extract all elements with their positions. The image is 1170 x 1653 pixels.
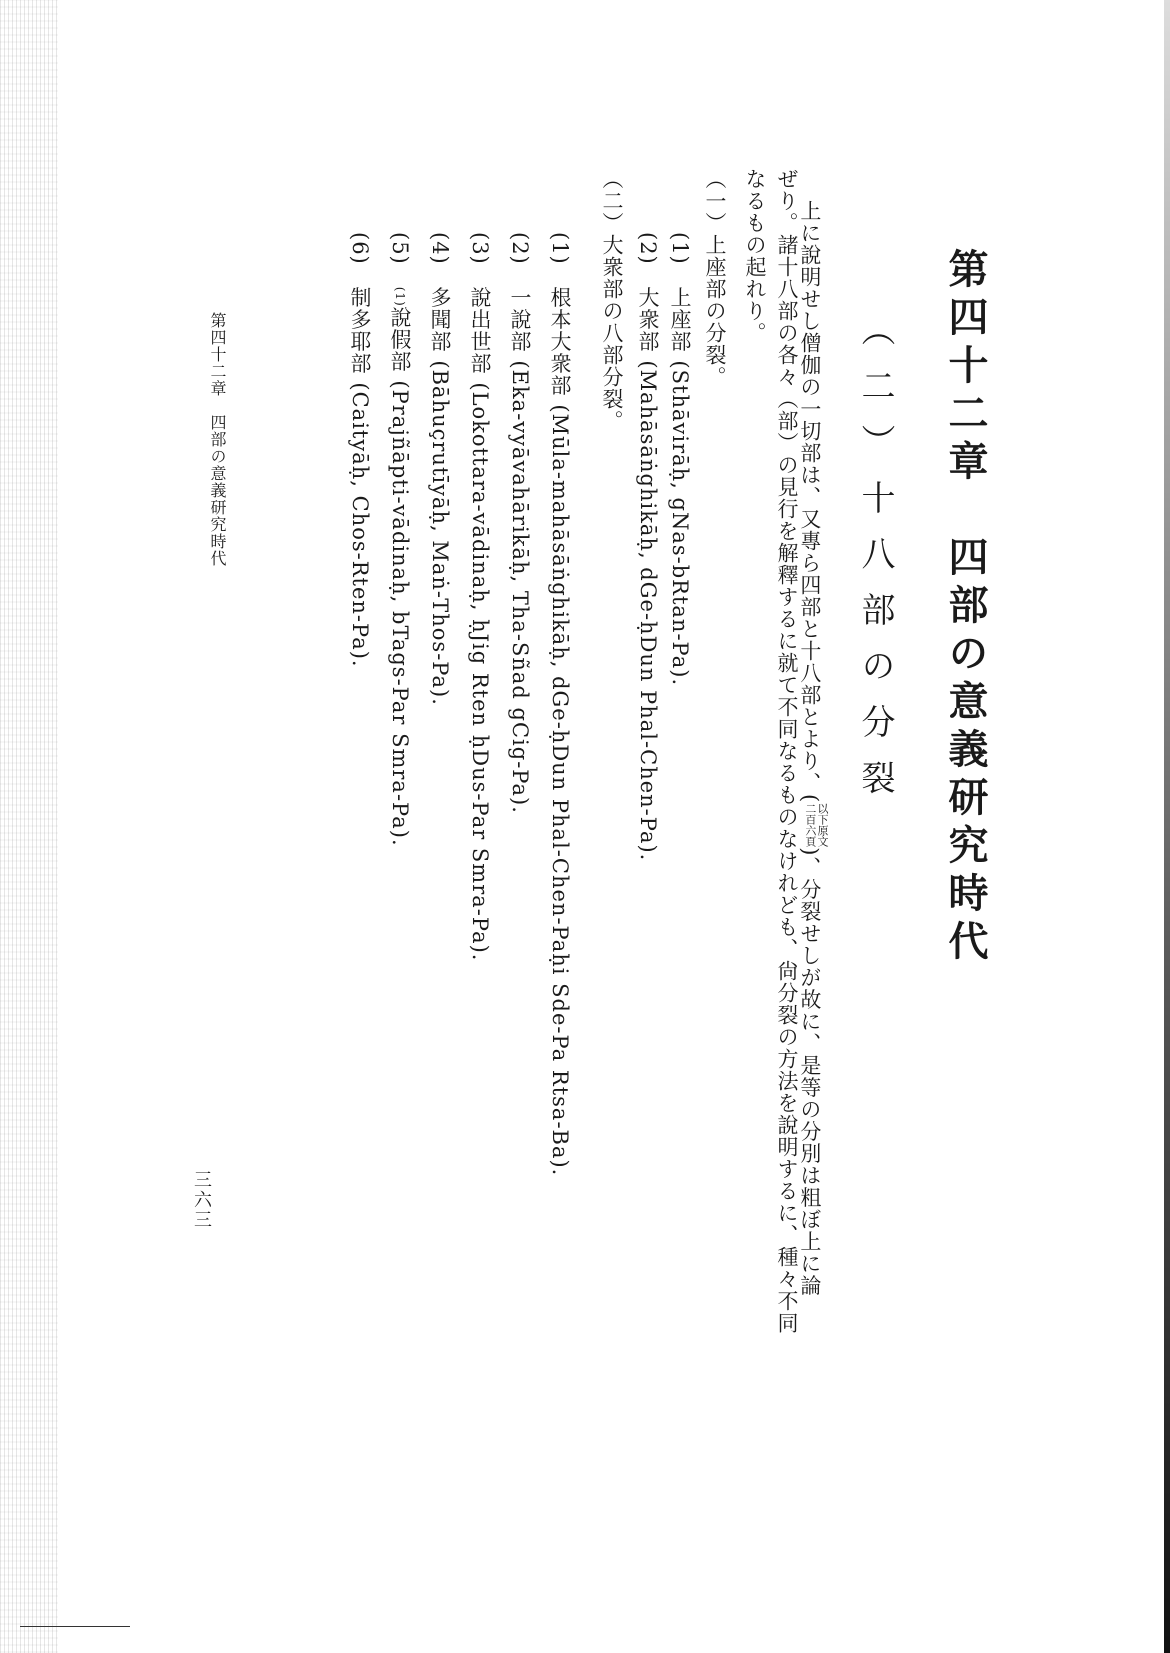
note-close: ) [797, 847, 822, 857]
list-item-1-2: (2) 大衆部 (Mahāsāṅghikāḥ, dGe-ḥDun Phal-Chen-Pa). [636, 232, 660, 862]
body-line-1b: 、分裂せしが故に、是等の分別は粗ぼ上に論 [797, 856, 822, 1297]
list-item-2-4: (4) 多聞部 (Bāhuçrutīyāḥ, Maṅ-Thos-Pa). [428, 232, 452, 706]
inline-note-a: 以下原文 [816, 803, 829, 848]
footnote-marker: (1) [393, 286, 407, 307]
body-line-1 [799, 200, 828, 1296]
list-item-1-1: (1) 上座部 (Sthāvirāḥ, gNas-bRtan-Pa). [668, 232, 692, 687]
inline-note [804, 803, 828, 847]
list-item-2-5-num: (5) [388, 232, 412, 287]
group-heading-1: （一）上座部の分裂。 [703, 168, 727, 388]
note-open: ( [797, 794, 822, 804]
scan-bottom-rule [20, 1626, 130, 1627]
list-item-2-5-text: 說假部 (Prajñāpti-vādinaḥ, bTags-Par Smra-Pa). [388, 306, 412, 847]
list-item-2-2: (2) 一說部 (Eka-vyāvahārikāḥ, Tha-Sñad gCig-Pa). [508, 232, 532, 814]
list-item-2-5 [389, 232, 410, 847]
running-head: 第四十二章 四部の意義研究時代 [208, 312, 227, 567]
list-item-2-1: (1) 根本大衆部 (Mūla-mahāsāṅghikāḥ, dGe-ḥDun Phal-Chen-Paḥi Sde-Pa Rtsa-Ba). [548, 232, 572, 1177]
list-item-2-3: (3) 說出世部 (Lokottara-vādinaḥ, ḥJig Rten ḥDus-Par Smra-Pa). [468, 232, 492, 962]
scan-edge-left [0, 0, 58, 1653]
scan-edge-right [1164, 0, 1170, 1653]
page-number: 三六三 [191, 1170, 212, 1230]
section-title: （二）十八部の分裂 [855, 312, 895, 816]
list-item-2-6: (6) 制多耶部 (Caityāḥ, Chos-Rten-Pa). [348, 232, 372, 668]
body-line-3: なるもの起れり。 [743, 168, 767, 344]
group-heading-2: （二）大衆部の八部分裂。 [600, 168, 624, 432]
inline-note-b: 二百六頁 [803, 803, 817, 848]
chapter-title: 第四十二章 四部の意義研究時代 [942, 248, 989, 968]
body-line-1a: 上に說明せし僧伽の一切部は、又專ら四部と十八部とより、 [797, 200, 822, 794]
body-line-2: ぜり。諸十八部の各々（部）の見行を解釋するに就て不同なるものなけれども、尙分裂の方法を說明するに、種々不同 [775, 168, 799, 1334]
